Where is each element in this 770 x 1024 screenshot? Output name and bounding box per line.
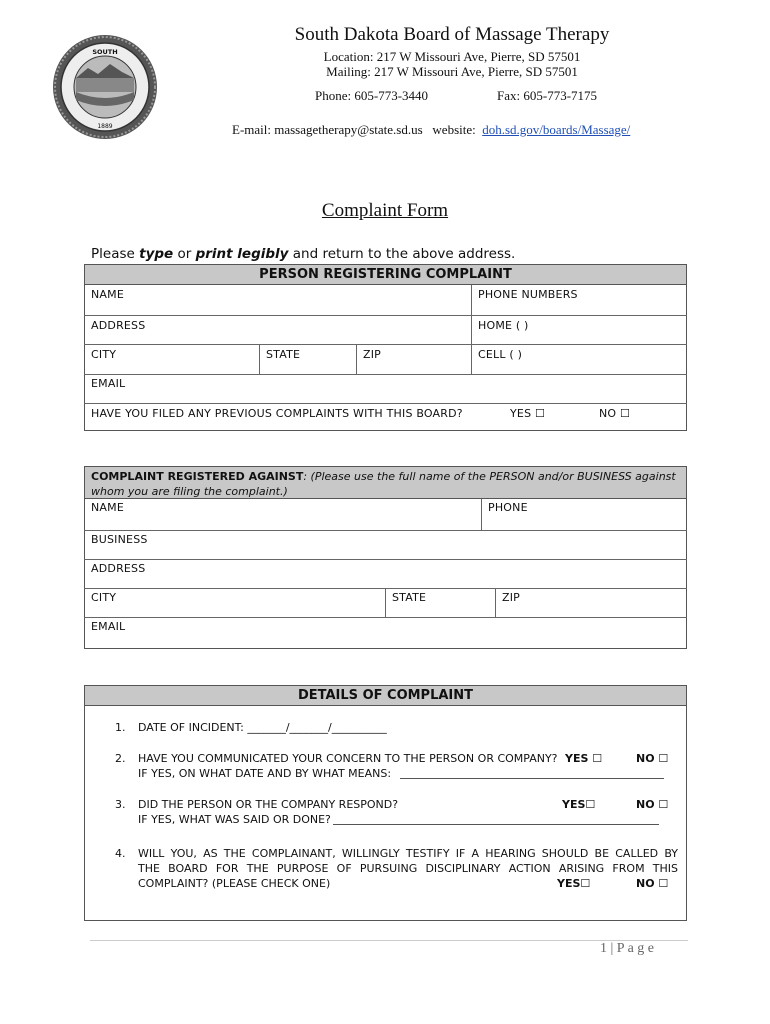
row-divider bbox=[84, 403, 687, 404]
complainant-address-field[interactable]: ADDRESS bbox=[91, 319, 146, 332]
svg-text:SOUTH: SOUTH bbox=[92, 48, 118, 56]
page-number: 1 | P a g e bbox=[600, 941, 654, 956]
contact-line bbox=[232, 122, 630, 138]
col-divider bbox=[385, 588, 386, 617]
communicated-no-checkbox[interactable]: NO ☐ bbox=[636, 752, 669, 765]
date-of-incident-field[interactable]: DATE OF INCIDENT: _______/_______/__________ bbox=[138, 721, 387, 734]
respondent-phone-field[interactable]: PHONE bbox=[488, 501, 528, 514]
instr-text-1: Please bbox=[91, 246, 140, 262]
respondent-email-field[interactable]: EMAIL bbox=[91, 620, 126, 633]
instr-type: type bbox=[139, 246, 174, 262]
respondent-address-field[interactable]: ADDRESS bbox=[91, 562, 146, 575]
board-name: South Dakota Board of Massage Therapy bbox=[294, 24, 610, 45]
communicated-concern-question: HAVE YOU COMMUNICATED YOUR CONCERN TO THE PERSON OR COMPANY? bbox=[138, 752, 558, 765]
complainant-home-phone-field[interactable]: HOME ( ) bbox=[478, 319, 529, 332]
complainant-name-field[interactable]: NAME bbox=[91, 288, 124, 301]
testify-question-line-2: THE BOARD FOR THE PURPOSE OF PURSUING DISCIPLINARY ACTION ARISING FROM THIS bbox=[138, 862, 678, 875]
item-number: 3. bbox=[115, 798, 126, 811]
board-email: E-mail: massagetherapy@state.sd.us bbox=[232, 122, 423, 137]
col-divider bbox=[495, 588, 496, 617]
testify-question-line-3: COMPLAINT? (PLEASE CHECK ONE) bbox=[138, 877, 331, 890]
previous-complaints-yes-checkbox[interactable]: YES ☐ bbox=[510, 407, 546, 420]
respondent-name-field[interactable]: NAME bbox=[91, 501, 124, 514]
row-divider bbox=[84, 315, 687, 316]
instructions bbox=[91, 246, 515, 262]
row-divider bbox=[84, 344, 687, 345]
col-divider bbox=[481, 499, 482, 530]
respondent-heading-note-2: whom you are filing the complaint.) bbox=[91, 485, 288, 498]
testify-no-checkbox[interactable]: NO ☐ bbox=[636, 877, 669, 890]
section-heading-complainant: PERSON REGISTERING COMPLAINT bbox=[84, 264, 687, 285]
item-number: 4. bbox=[115, 847, 126, 860]
svg-text:1889: 1889 bbox=[97, 123, 113, 130]
complainant-cell-phone-field[interactable]: CELL ( ) bbox=[478, 348, 523, 361]
state-seal-logo bbox=[52, 34, 158, 140]
board-phone: Phone: 605-773-3440 bbox=[315, 88, 429, 103]
respondent-state-field[interactable]: STATE bbox=[392, 591, 427, 604]
complainant-city-field[interactable]: CITY bbox=[91, 348, 117, 361]
col-divider bbox=[259, 344, 260, 374]
item-number: 1. bbox=[115, 721, 126, 734]
website-link[interactable]: doh.sd.gov/boards/Massage/ bbox=[482, 122, 631, 137]
respondent-zip-field[interactable]: ZIP bbox=[502, 591, 521, 604]
communicated-yes-checkbox[interactable]: YES ☐ bbox=[565, 752, 603, 765]
col-divider bbox=[356, 344, 357, 374]
complainant-phone-numbers-label: PHONE NUMBERS bbox=[478, 288, 578, 301]
respondent-city-field[interactable]: CITY bbox=[91, 591, 117, 604]
testify-yes-checkbox[interactable]: YES☐ bbox=[557, 877, 591, 890]
col-divider bbox=[471, 285, 472, 374]
respond-yes-checkbox[interactable]: YES☐ bbox=[562, 798, 596, 811]
complainant-email-field[interactable]: EMAIL bbox=[91, 377, 126, 390]
website-label: website: bbox=[432, 122, 476, 137]
row-divider bbox=[84, 530, 687, 531]
respondent-heading-note: : (Please use the full name of the PERSON and/or BUSINESS against bbox=[303, 470, 676, 483]
complainant-zip-field[interactable]: ZIP bbox=[363, 348, 382, 361]
row-divider bbox=[84, 559, 687, 560]
mailing-address: Mailing: 217 W Missouri Ave, Pierre, SD 57501 bbox=[326, 64, 578, 79]
item-number: 2. bbox=[115, 752, 126, 765]
testify-question-line-1: WILL YOU, AS THE COMPLAINANT, WILLINGLY TESTIFY IF A HEARING SHOULD BE CALLED BY bbox=[138, 847, 678, 860]
respond-details-line[interactable] bbox=[333, 824, 659, 825]
respond-no-checkbox[interactable]: NO ☐ bbox=[636, 798, 669, 811]
respond-details-label: IF YES, WHAT WAS SAID OR DONE? bbox=[138, 813, 331, 826]
communicated-details-line[interactable] bbox=[400, 778, 664, 779]
footer-divider bbox=[90, 940, 688, 941]
section-heading-respondent bbox=[91, 469, 681, 499]
board-fax: Fax: 605-773-7175 bbox=[497, 88, 598, 103]
instr-text-2: or bbox=[173, 246, 196, 262]
location-address: Location: 217 W Missouri Ave, Pierre, SD 57501 bbox=[323, 49, 581, 64]
section-heading-details: DETAILS OF COMPLAINT bbox=[84, 685, 687, 706]
row-divider bbox=[84, 617, 687, 618]
respondent-business-field[interactable]: BUSINESS bbox=[91, 533, 148, 546]
previous-complaints-question: HAVE YOU FILED ANY PREVIOUS COMPLAINTS WITH THIS BOARD? bbox=[91, 407, 463, 420]
instr-print-legibly: print legibly bbox=[195, 246, 289, 262]
communicated-details-label: IF YES, ON WHAT DATE AND BY WHAT MEANS: bbox=[138, 767, 392, 780]
respond-question: DID THE PERSON OR THE COMPANY RESPOND? bbox=[138, 798, 399, 811]
instr-text-3: and return to the above address. bbox=[288, 246, 516, 262]
complainant-table bbox=[84, 264, 687, 431]
form-title: Complaint Form bbox=[321, 200, 449, 221]
previous-complaints-no-checkbox[interactable]: NO ☐ bbox=[599, 407, 631, 420]
complainant-state-field[interactable]: STATE bbox=[266, 348, 301, 361]
row-divider bbox=[84, 374, 687, 375]
respondent-heading-text: COMPLAINT REGISTERED AGAINST bbox=[91, 470, 304, 483]
